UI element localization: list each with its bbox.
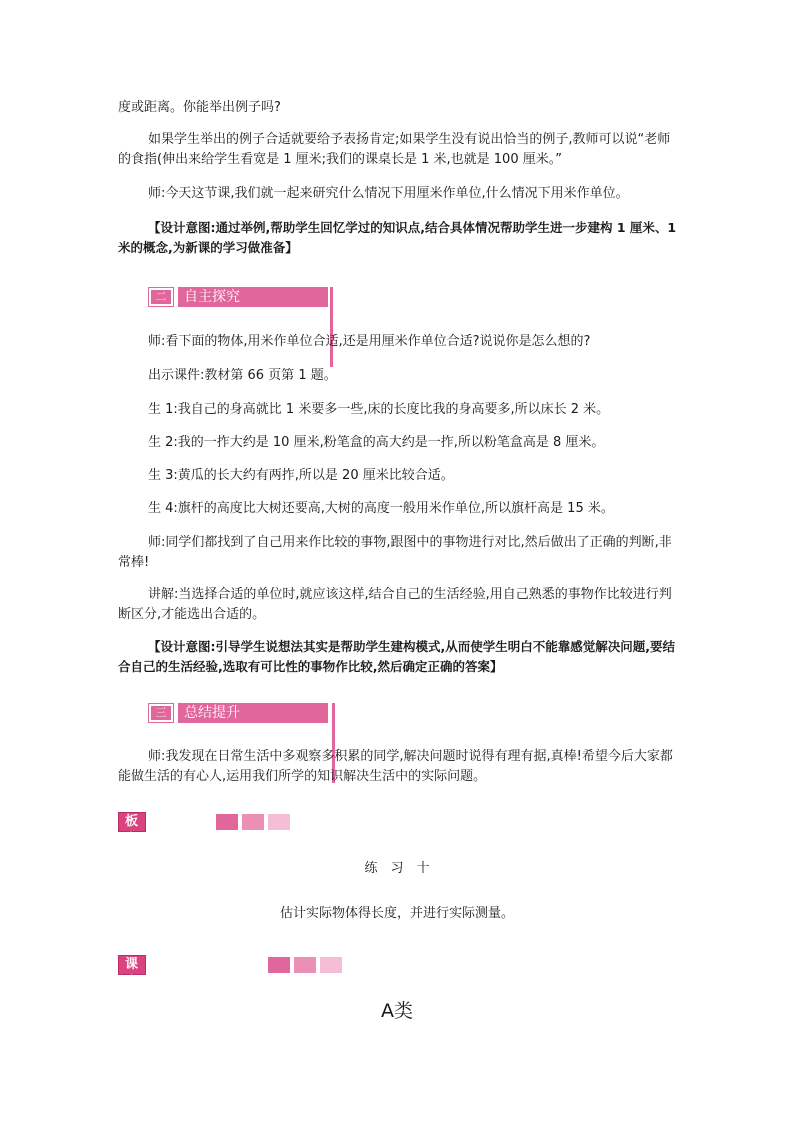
paragraph-question: 师:看下面的物体,用米作单位合适,还是用厘米作单位合适?说说你是怎么想的? <box>148 334 591 349</box>
category-heading: A类 <box>381 1000 413 1022</box>
paragraph-explanation: 讲解:当选择合适的单位时,就应该这样,结合自己的生活经验,用自己熟悉的事物作比较进行判断区分,才能选出合适的。 <box>118 587 672 622</box>
design-intent-1: 【设计意图:通过举例,帮助学生回忆学过的知识点,结合具体情况帮助学生进一步建构 1 厘米、1 米的概念,为新课的学习做准备】 <box>118 220 677 255</box>
decor-square <box>216 814 238 830</box>
paragraph-teacher-intro: 师:今天这节课,我们就一起来研究什么情况下用厘米作单位,什么情况下用米作单位。 <box>148 186 629 201</box>
paragraph-closing: 师:我发现在日常生活中多观察多积累的同学,解决问题时说得有理有据,真棒!希望今后大家都能做生活的有心人,运用我们所学的知识解决生活中的实际问题。 <box>118 749 673 784</box>
paragraph-student-4: 生 4:旗杆的高度比大树还要高,大树的高度一般用米作单位,所以旗杆高是 15 米。 <box>148 501 614 516</box>
decor-square <box>320 957 342 973</box>
section-number: 三 <box>148 703 174 723</box>
decor-stripes <box>332 703 338 723</box>
decor-square <box>294 957 316 973</box>
paragraph-teacher-praise: 师:同学们都找到了自己用来作比较的事物,跟图中的事物进行对比,然后做出了正确的判断,非常棒! <box>118 535 672 570</box>
decor-square <box>268 814 290 830</box>
section-number: 二 <box>148 287 174 307</box>
board-title: 练 习 十 <box>364 861 430 876</box>
block-label: 课堂作业新设计 <box>118 955 146 975</box>
section-title: 自主探究 <box>178 287 328 307</box>
paragraph-intro-end: 度或距离。你能举出例子吗? <box>118 100 281 115</box>
paragraph-courseware: 出示课件:教材第 66 页第 1 题。 <box>148 368 337 383</box>
section-title: 总结提升 <box>178 703 328 723</box>
board-line: 估计实际物体得长度，并进行实际测量。 <box>279 906 514 921</box>
decor-square <box>268 957 290 973</box>
block-label: 板书设计 <box>118 812 146 832</box>
paragraph-student-1: 生 1:我自己的身高就比 1 米要多一些,床的长度比我的身高要多,所以床长 2 米。 <box>148 402 610 417</box>
design-intent-2: 【设计意图:引导学生说想法其实是帮助学生建构模式,从而使学生明白不能靠感觉解决问题,要结合自己的生活经验,选取有可比性的事物作比较,然后确定正确的答案】 <box>118 639 675 674</box>
decor-square <box>242 814 264 830</box>
paragraph-student-3: 生 3:黄瓜的长大约有两拃,所以是 20 厘米比较合适。 <box>148 468 454 483</box>
paragraph-praise: 如果学生举出的例子合适就要给予表扬肯定;如果学生没有说出恰当的例子,教师可以说“老师的食指(伸出来给学生看宽是 1 厘米;我们的课桌长是 1 米,也就是 100 厘米。” <box>118 132 671 167</box>
decor-stripes <box>330 287 336 307</box>
paragraph-student-2: 生 2:我的一拃大约是 10 厘米,粉笔盒的高大约是一拃,所以粉笔盒高是 8 厘米。 <box>148 435 605 450</box>
